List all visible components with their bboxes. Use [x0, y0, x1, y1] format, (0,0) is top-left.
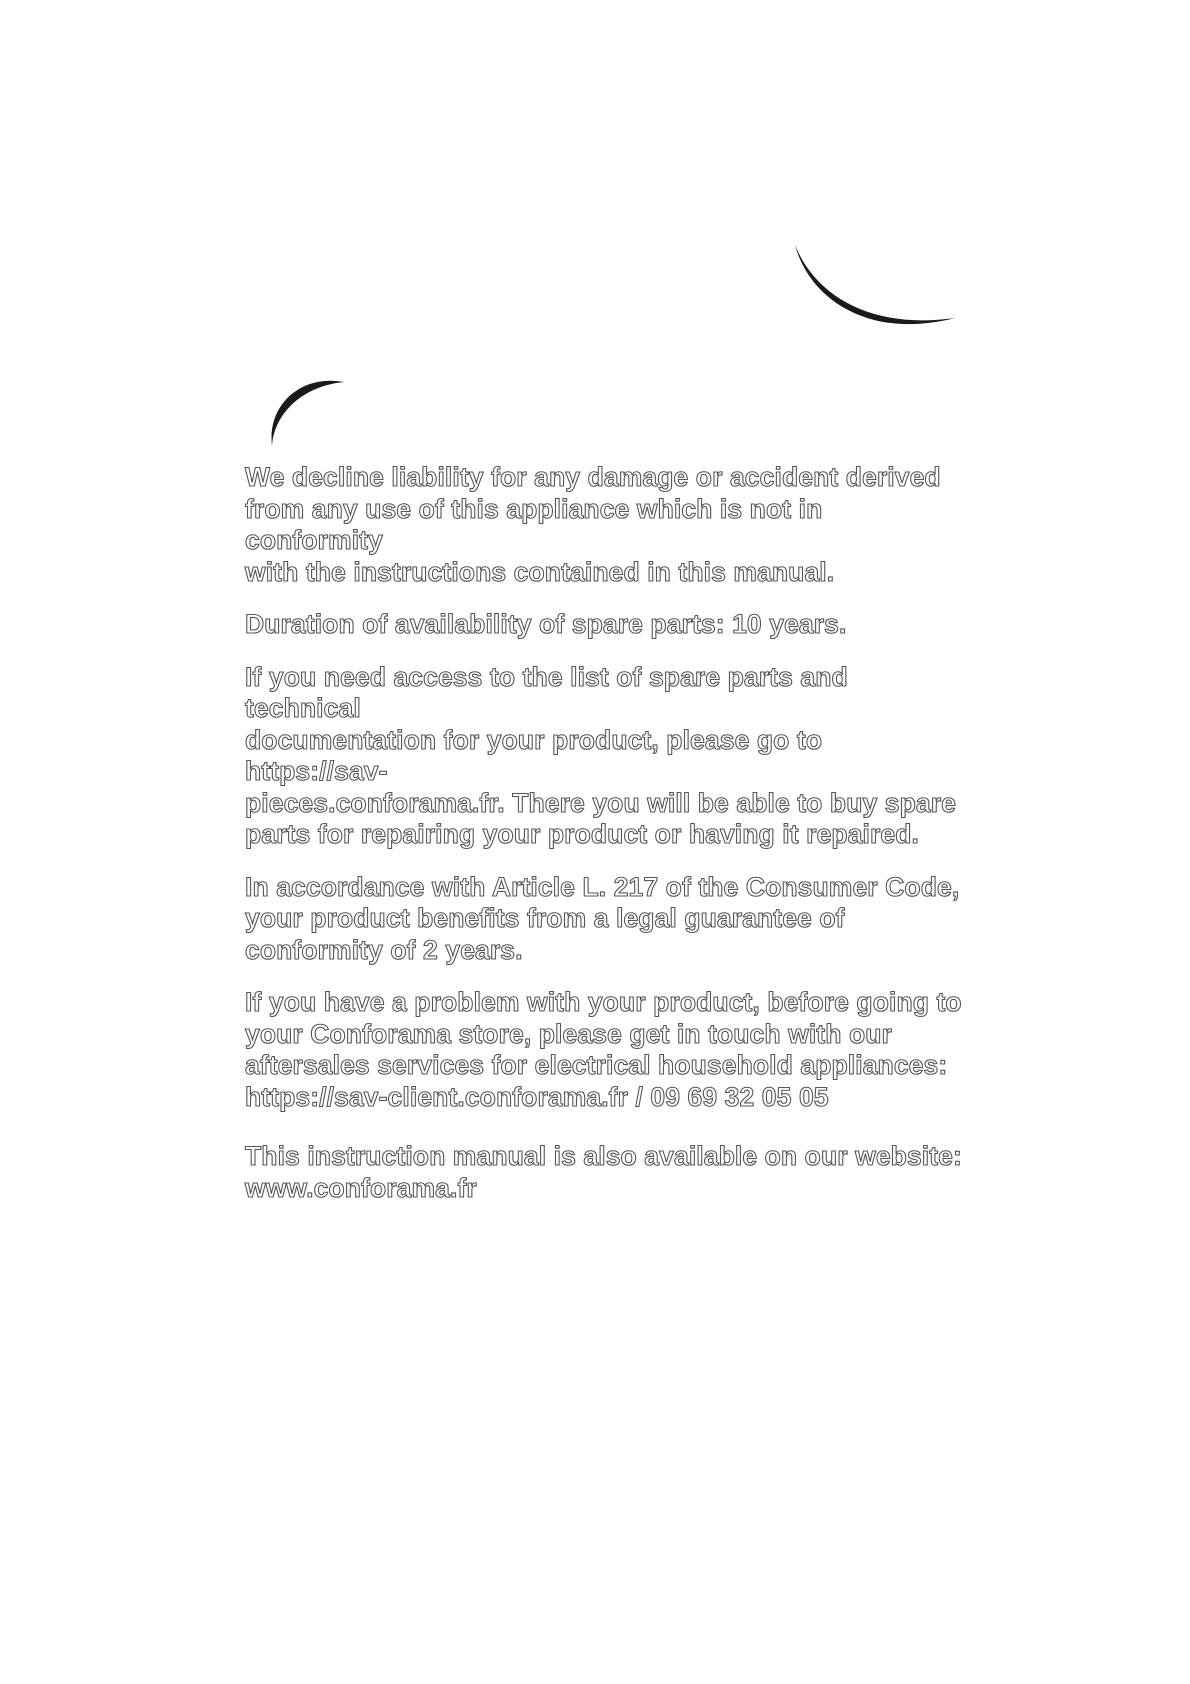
decorative-arc-top-left	[262, 374, 352, 464]
legal-guarantee-info: In accordance with Article L. 217 of the Consumer Code, your product benefits from a legal guarantee of conformity of 2 years.	[245, 871, 960, 965]
liability-disclaimer: We decline liability for any damage or accident derived from any use of this appliance which is not in conformity with the instructions contained in this manual.	[245, 462, 941, 587]
decorative-arc-top-right	[790, 240, 960, 340]
notice-text-block	[245, 462, 965, 1225]
spare-parts-access-info: If you need access to the list of spare parts and technical documentation for your product, please go to https://sav- pieces.conforama.fr. There you will be able to buy spare parts for repairing your product or having it repaired.	[245, 661, 957, 849]
aftersales-contact-info: If you have a problem with your product, before going to your Conforama store, please get in touch with our aftersales services for electrical household appliances: https://sav-client.conforama.fr / 09 69 32 05 05	[245, 987, 962, 1112]
website-availability-info: This instruction manual is also available on our website: www.conforama.fr	[245, 1141, 962, 1203]
spare-parts-duration: Duration of availability of spare parts: 10 years.	[245, 609, 847, 639]
